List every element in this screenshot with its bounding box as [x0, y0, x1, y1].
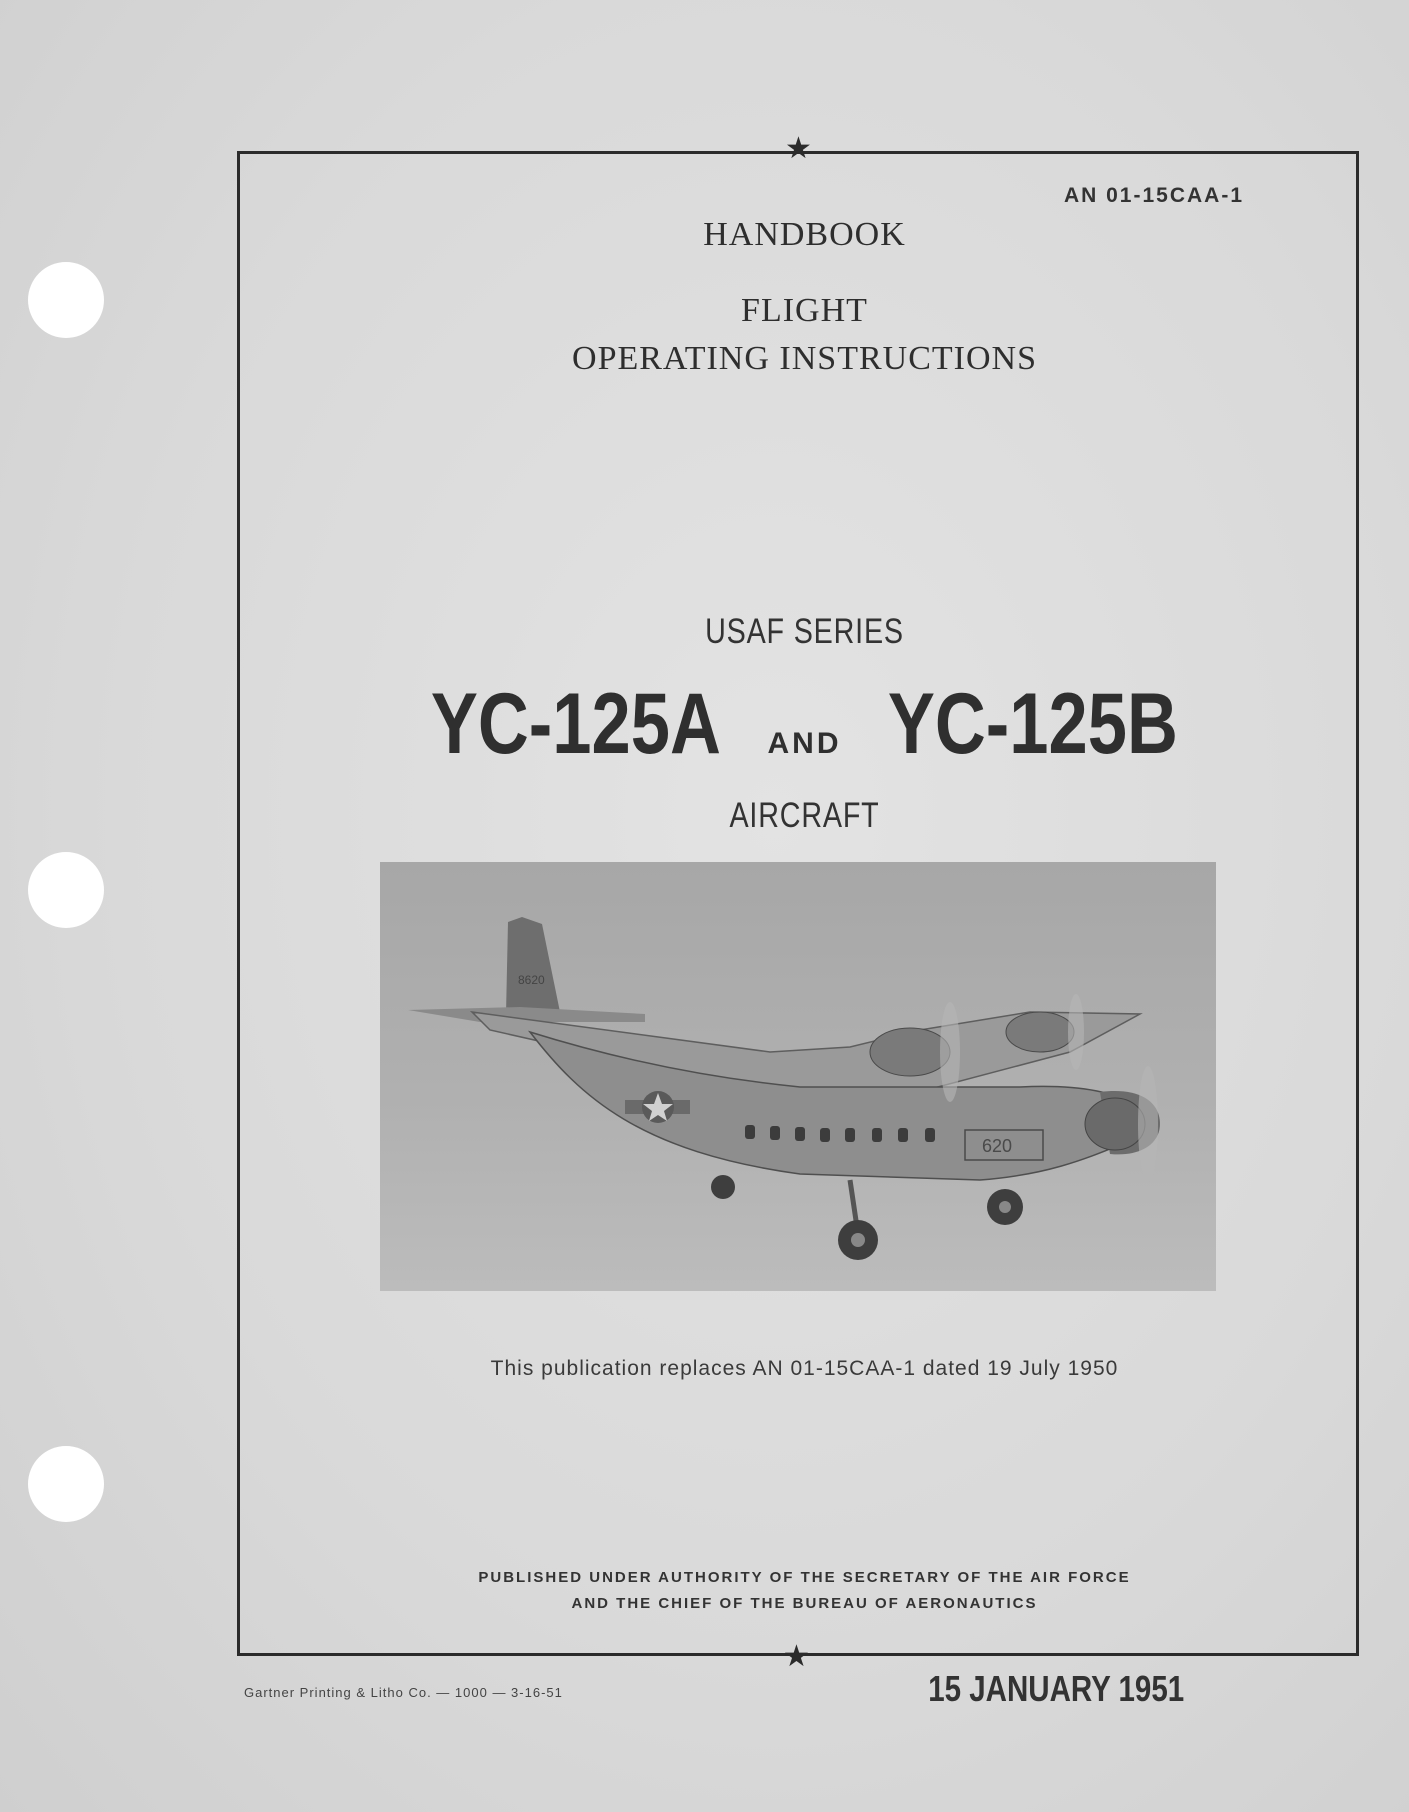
replacement-note: This publication replaces AN 01-15CAA-1 dated 19 July 1950: [490, 1357, 1119, 1380]
tail-fin: [506, 917, 560, 1014]
publication-date: 15 JANUARY 1951: [928, 1668, 1184, 1709]
printer-imprint: Gartner Printing & Litho Co. — 1000 — 3-16-51: [244, 1685, 563, 1700]
engine-left: [870, 1028, 950, 1076]
engine-right: [1006, 1012, 1074, 1052]
star-ornament-bottom: ★: [783, 1639, 810, 1674]
fuselage-number: 620: [982, 1136, 1013, 1156]
handbook-heading: HANDBOOK: [703, 216, 906, 253]
punch-hole: [28, 1446, 104, 1522]
document-number: AN 01-15CAA-1: [1063, 184, 1244, 207]
authority-line-1: PUBLISHED UNDER AUTHORITY OF THE SECRETARY OF THE AIR FORCE: [478, 1569, 1131, 1586]
aircraft-label: AIRCRAFT: [729, 796, 880, 835]
model-title: [80, 675, 1409, 774]
model-yc125a: YC-125A: [431, 676, 722, 772]
punch-hole: [28, 852, 104, 928]
model-yc125b: YC-125B: [887, 676, 1178, 772]
authority-line-2: AND THE CHIEF OF THE BUREAU OF AERONAUTICS: [571, 1595, 1038, 1612]
aircraft-illustration: [380, 862, 1216, 1291]
title-line-1: FLIGHT: [741, 292, 868, 329]
star-ornament-top: ★: [785, 131, 812, 166]
series-label: USAF SERIES: [705, 612, 904, 651]
tail-number: 8620: [518, 973, 545, 987]
model-conjunction: AND: [767, 727, 842, 760]
title-line-2: OPERATING INSTRUCTIONS: [572, 340, 1037, 377]
tail-wheel: [711, 1175, 735, 1199]
aircraft-photo: [380, 862, 1216, 1291]
engine-nose: [1085, 1098, 1145, 1150]
